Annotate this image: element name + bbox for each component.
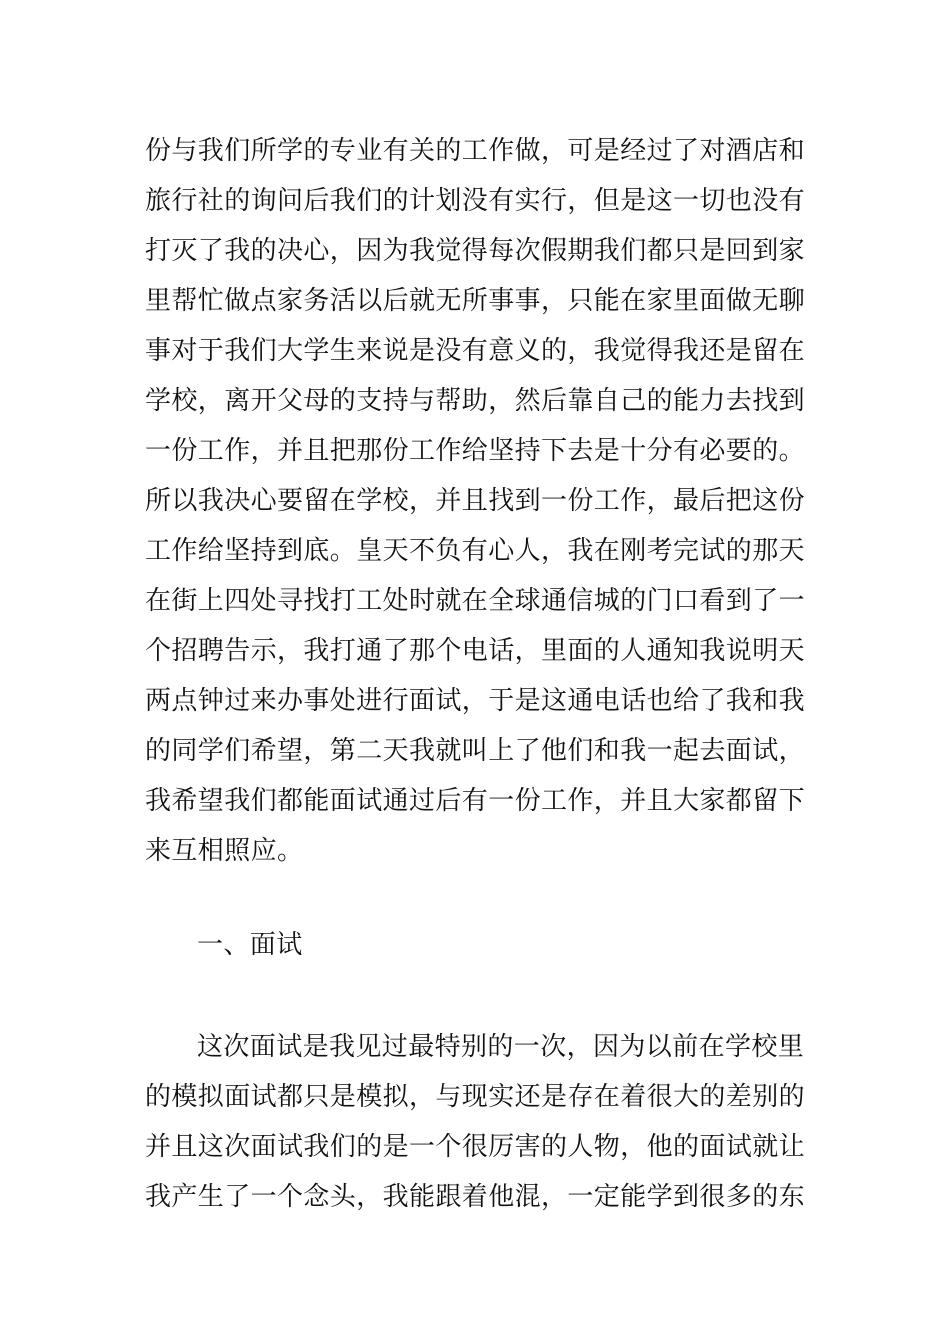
paragraph-line: 这次面试是我见过最特别的一次，因为以前在学校里 (197, 1032, 805, 1062)
paragraph-line: 来互相照应。 (145, 836, 304, 866)
paragraph-line: 个招聘告示，我打通了那个电话，里面的人通知我说明天 (145, 636, 806, 666)
paragraph-line: 事对于我们大学生来说是没有意义的，我觉得我还是留在 (145, 336, 806, 366)
paragraph-line: 我希望我们都能面试通过后有一份工作，并且大家都留下 (145, 786, 806, 816)
paragraph-line: 我产生了一个念头，我能跟着他混，一定能学到很多的东 (145, 1182, 806, 1212)
paragraph-line: 里帮忙做点家务活以后就无所事事，只能在家里面做无聊 (145, 286, 806, 316)
paragraph-1 (145, 126, 810, 876)
paragraph-line: 在街上四处寻找打工处时就在全球通信城的门口看到了一 (145, 586, 806, 616)
paragraph-line: 份与我们所学的专业有关的工作做，可是经过了对酒店和 (145, 136, 806, 166)
paragraph-line: 并且这次面试我们的是一个很厉害的人物，他的面试就让 (145, 1132, 806, 1162)
paragraph-line: 打灭了我的决心，因为我觉得每次假期我们都只是回到家 (145, 236, 806, 266)
paragraph-line: 一份工作，并且把那份工作给坚持下去是十分有必要的。 (145, 436, 806, 466)
section-heading (145, 920, 810, 970)
paragraph-line: 旅行社的询问后我们的计划没有实行，但是这一切也没有 (145, 186, 806, 216)
paragraph-line: 所以我决心要留在学校，并且找到一份工作，最后把这份 (145, 486, 806, 516)
paragraph-line: 学校，离开父母的支持与帮助，然后靠自己的能力去找到 (145, 386, 806, 416)
paragraph-line: 的同学们希望，第二天我就叫上了他们和我一起去面试， (145, 736, 806, 766)
section-heading-text: 一、面试 (197, 930, 303, 960)
paragraph-line: 的模拟面试都只是模拟，与现实还是存在着很大的差别的 (145, 1082, 806, 1112)
paragraph-line: 两点钟过来办事处进行面试，于是这通电话也给了我和我 (145, 686, 806, 716)
paragraph-line: 工作给坚持到底。皇天不负有心人，我在刚考完试的那天 (145, 536, 806, 566)
paragraph-2 (145, 1022, 810, 1222)
